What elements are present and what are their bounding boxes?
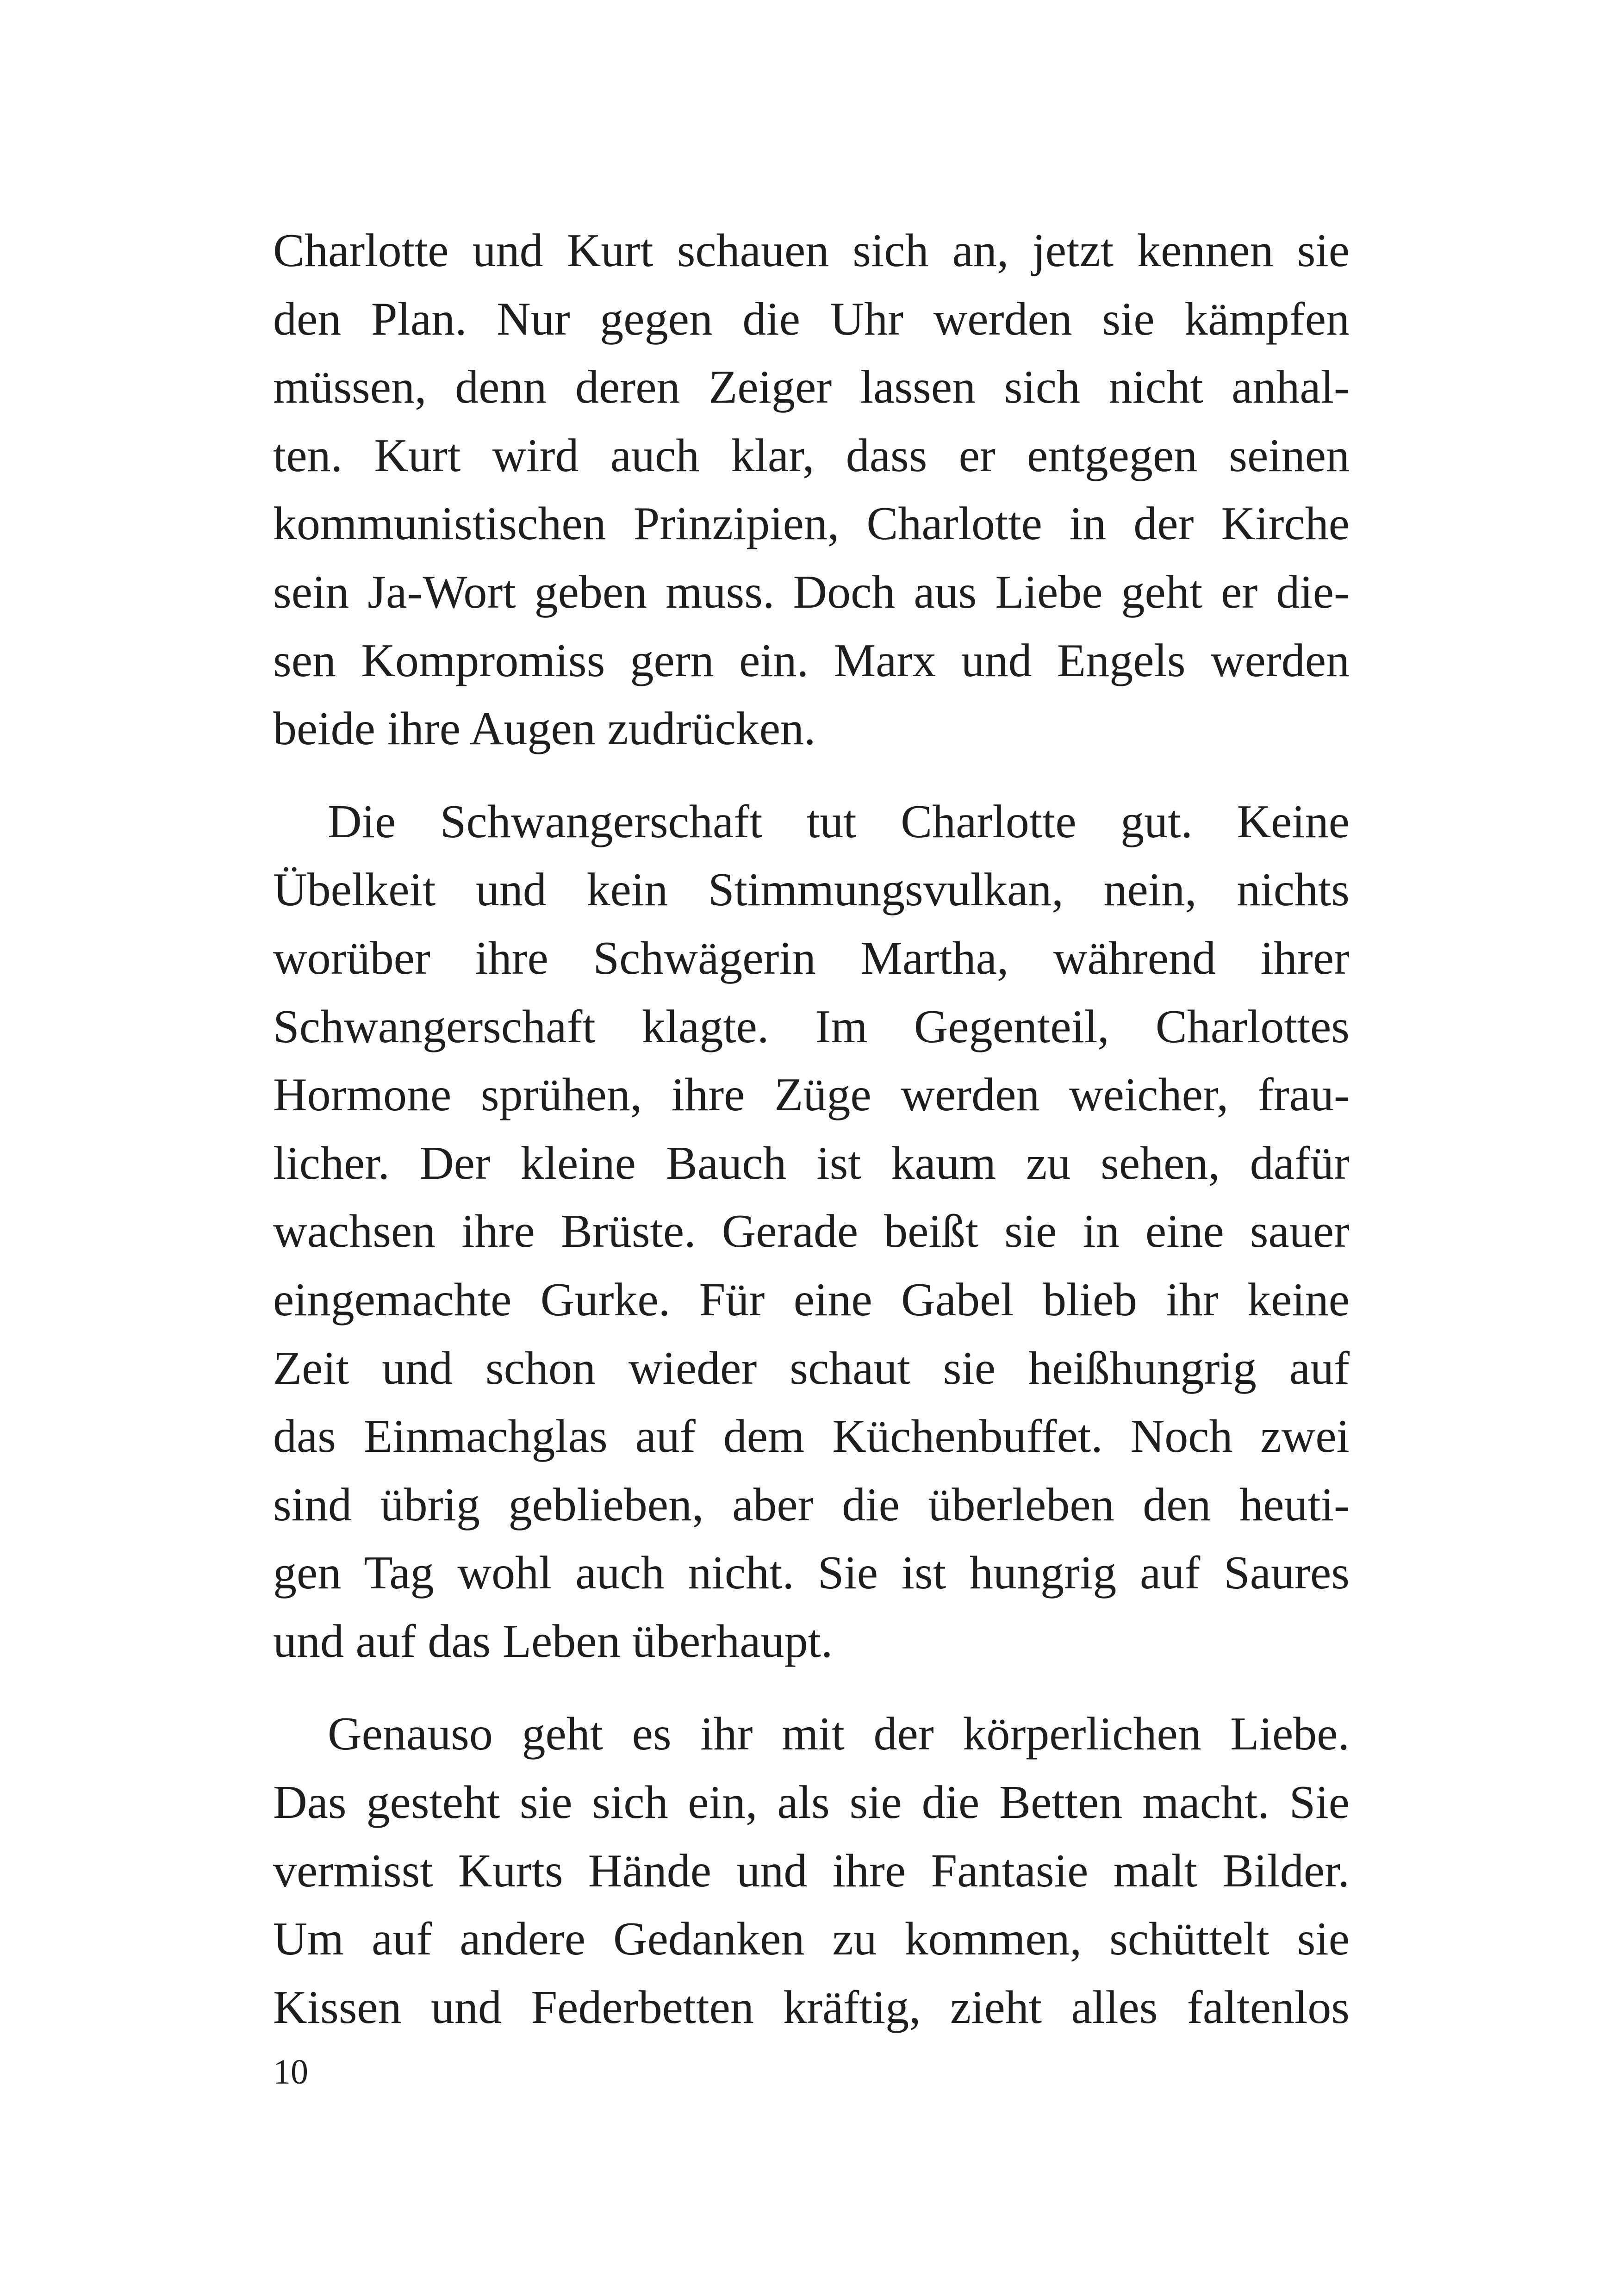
text-line: Genauso geht es ihr mit der körperlichen Liebe. [328, 1708, 1350, 1761]
text-line: Übelkeit und kein Stimmungsvulkan, nein, nichts [273, 864, 1350, 916]
text-line: beide ihre Augen zudrücken. [273, 703, 816, 755]
text-line: Charlotte und Kurt schauen sich an, jetzt kennen sie [273, 224, 1350, 277]
text-line: Kissen und Federbetten kräftig, zieht alles faltenlos [273, 1981, 1350, 2034]
text-line: wachsen ihre Brüste. Gerade beißt sie in eine sauer [273, 1205, 1350, 1258]
text-line: Schwangerschaft klagte. Im Gegenteil, Charlottes [273, 1000, 1350, 1053]
text-line: und auf das Leben überhaupt. [273, 1615, 833, 1668]
text-line: gen Tag wohl auch nicht. Sie ist hungrig auf Saures [273, 1547, 1350, 1599]
text-line: eingemachte Gurke. Für eine Gabel blieb ihr keine [273, 1273, 1350, 1326]
text-line: sein Ja-Wort geben muss. Doch aus Liebe geht er die- [273, 566, 1350, 618]
text-line: sind übrig geblieben, aber die überleben den heuti- [273, 1478, 1350, 1531]
paragraph-1 [273, 217, 1350, 763]
text-line: müssen, denn deren Zeiger lassen sich nicht anhal- [273, 361, 1350, 414]
text-line: Zeit und schon wieder schaut sie heißhungrig auf [273, 1342, 1350, 1394]
text-line: Hormone sprühen, ihre Züge werden weicher, frau- [273, 1069, 1350, 1121]
body-text [273, 217, 1350, 2041]
text-line: vermisst Kurts Hände und ihre Fantasie malt Bilder. [273, 1844, 1350, 1897]
paragraph-3 [273, 1700, 1350, 2041]
page-number: 10 [273, 2053, 308, 2091]
text-line: den Plan. Nur gegen die Uhr werden sie kämpfen [273, 292, 1350, 345]
text-line: ten. Kurt wird auch klar, dass er entgegen seinen [273, 429, 1350, 482]
text-line: Das gesteht sie sich ein, als sie die Betten macht. Sie [273, 1776, 1350, 1829]
text-line: Die Schwangerschaft tut Charlotte gut. Keine [328, 795, 1350, 848]
text-line: licher. Der kleine Bauch ist kaum zu sehen, dafür [273, 1137, 1350, 1189]
text-line: kommunistischen Prinzipien, Charlotte in der Kirche [273, 498, 1350, 550]
text-line: worüber ihre Schwägerin Martha, während ihrer [273, 932, 1350, 984]
text-line: das Einmachglas auf dem Küchenbuffet. Noch zwei [273, 1410, 1350, 1463]
paragraph-2 [273, 788, 1350, 1676]
text-line: Um auf andere Gedanken zu kommen, schüttelt sie [273, 1913, 1350, 1966]
text-line: sen Kompromiss gern ein. Marx und Engels werden [273, 634, 1350, 687]
